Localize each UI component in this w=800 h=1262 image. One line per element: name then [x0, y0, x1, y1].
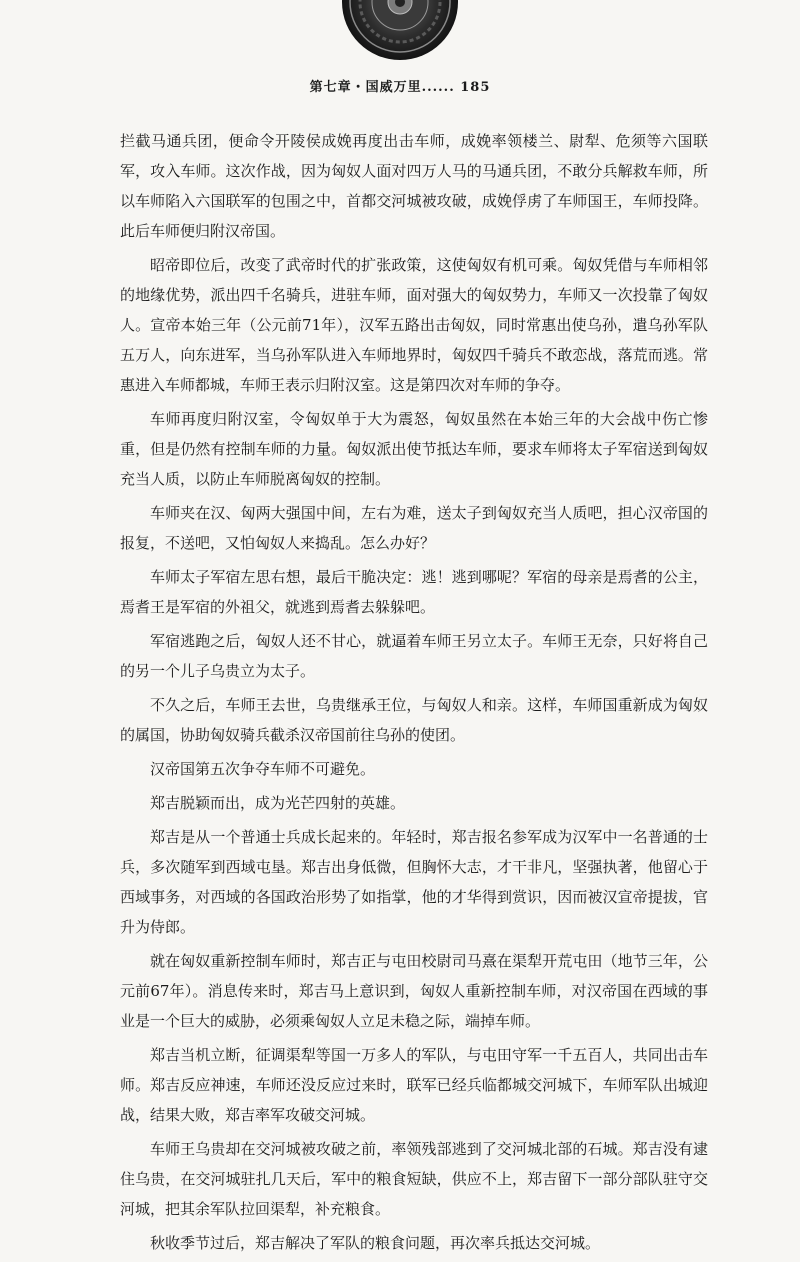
- paragraph: 就在匈奴重新控制车师时，郑吉正与屯田校尉司马熹在渠犁开荒屯田（地节三年，公元前67年）。消息传来时，郑吉马上意识到，匈奴人重新控制车师，对汉帝国在西域的事业是一个巨大的威胁，必须乘匈奴人立足未稳之际，端掉车师。: [120, 952, 708, 1030]
- paragraph: 军宿逃跑之后，匈奴人还不甘心，就逼着车师王另立太子。车师王无奈，只好将自己的另一个儿子乌贵立为太子。: [120, 632, 708, 680]
- paragraph: 车师再度归附汉室，令匈奴单于大为震怒，匈奴虽然在本始三年的大会战中伤亡惨重，但是仍然有控制车师的力量。匈奴派出使节抵达车师，要求车师将太子军宿送到匈奴充当人质，以防止车师脱离匈奴的控制。: [120, 410, 708, 488]
- paragraph: 秋收季节过后，郑吉解决了军队的粮食问题，再次率兵抵达交河城。: [150, 1234, 601, 1252]
- paragraph: 郑吉当机立断，征调渠犁等国一万多人的军队，与屯田守军一千五百人，共同出击车师。郑吉反应神速，车师还没反应过来时，联军已经兵临都城交河城下，车师军队出城迎战，结果大败，郑吉率军攻破交河城。: [120, 1046, 708, 1124]
- paragraph: 拦截马通兵团，便命令开陵侯成娩再度出击车师，成娩率领楼兰、尉犁、危须等六国联军，攻入车师。这次作战，因为匈奴人面对四万人马的马通兵团，不敢分兵解救车师，所以车师陷入六国联军的包围之中，首都交河城被攻破，成娩俘虏了车师国王，车师投降。此后车师便归附汉帝国。: [120, 132, 708, 240]
- paragraph: 车师太子军宿左思右想，最后干脆决定：逃！逃到哪呢？军宿的母亲是焉耆的公主，焉耆王是军宿的外祖父，就逃到焉耆去躲躲吧。: [120, 568, 708, 616]
- paragraph: 昭帝即位后，改变了武帝时代的扩张政策，这使匈奴有机可乘。匈奴凭借与车师相邻的地缘优势，派出四千名骑兵，进驻车师，面对强大的匈奴势力，车师又一次投靠了匈奴人。宣帝本始三年（公元前71年），汉军五路出击匈奴，同时常惠出使乌孙，遣乌孙军队五万人，向东进军，当乌孙军队进入车师地界时，匈奴四千骑兵不敢恋战，落荒而逃。常惠进入车师都城，车师王表示归附汉室。这是第四次对车师的争夺。: [120, 256, 708, 394]
- body-text: [120, 126, 708, 1262]
- paragraph: 车师夹在汉、匈两大强国中间，左右为难，送太子到匈奴充当人质吧，担心汉帝国的报复，不送吧，又怕匈奴人来捣乱。怎么办好？: [120, 504, 708, 552]
- paragraph: 车师王乌贵却在交河城被攻破之前，率领残部逃到了交河城北部的石城。郑吉没有逮住乌贵，在交河城驻扎几天后，军中的粮食短缺，供应不上，郑吉留下一部分部队驻守交河城，把其余军队拉回渠犁，补充粮食。: [120, 1140, 708, 1218]
- bronze-mirror-ornament: [340, 0, 460, 62]
- running-header: 第七章・国威万里...... 185: [309, 80, 491, 95]
- paragraph: 郑吉脱颖而出，成为光芒四射的英雄。: [150, 794, 406, 812]
- paragraph: 郑吉是从一个普通士兵成长起来的。年轻时，郑吉报名参军成为汉军中一名普通的士兵，多次随军到西域屯垦。郑吉出身低微，但胸怀大志，才干非凡，坚强执著，他留心于西域事务，对西域的各国政治形势了如指掌，他的才华得到赏识，因而被汉宣帝提拔，官升为侍郎。: [120, 828, 708, 936]
- paragraph: 汉帝国第五次争夺车师不可避免。: [150, 760, 376, 778]
- paragraph: 不久之后，车师王去世，乌贵继承王位，与匈奴人和亲。这样，车师国重新成为匈奴的属国，协助匈奴骑兵截杀汉帝国前往乌孙的使团。: [120, 696, 708, 744]
